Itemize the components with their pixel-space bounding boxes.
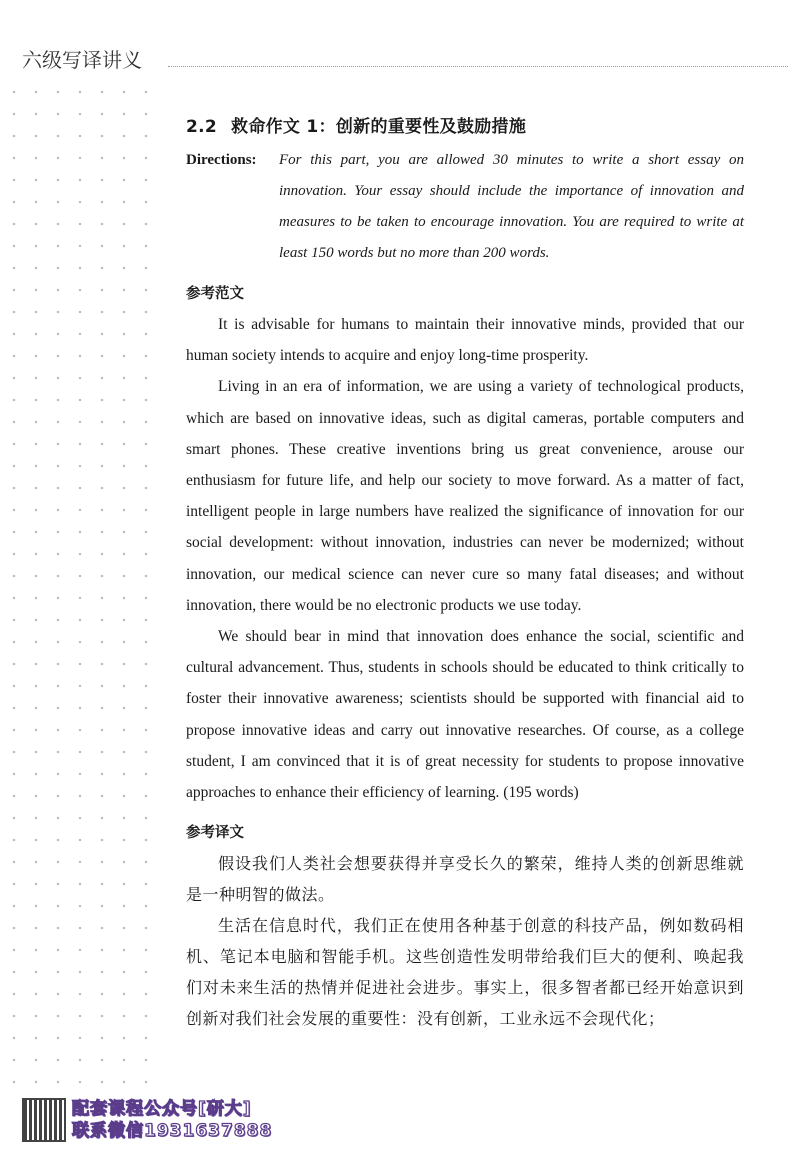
- directions-label: Directions:: [186, 152, 257, 168]
- translation-paragraph-1: 假设我们人类社会想要获得并享受长久的繁荣，维持人类的创新思维就是一种明智的做法。: [186, 854, 744, 905]
- section-number: 2.2: [186, 117, 218, 137]
- directions-block: [186, 145, 744, 269]
- promo-text: [72, 1098, 272, 1142]
- sample-essay-heading: 参考范文: [186, 286, 244, 302]
- running-head: 六级写译讲义: [22, 48, 142, 72]
- header-rule: [168, 66, 788, 67]
- sample-paragraph-3: We should bear in mind that innovation does enhance the social, scientific and cultural advancement. Thus, students in schools should be educated to think critically to foster their innovative awareness; scientists should be supported with financial aid to propose innovative ideas and carry out innovative researches. Of course, as a college student, I am convinced that it is of great necessity for students to propose innovative approaches to enhance their efficiency of learning. (195 words): [186, 628, 744, 802]
- dotted-margin-grid: [0, 78, 165, 1088]
- promo-line-1: 配套课程公众号[研大]: [72, 1099, 252, 1119]
- page-content: [186, 112, 744, 1034]
- translation-paragraph-2: 生活在信息时代，我们正在使用各种基于创意的科技产品，例如数码相机、笔记本电脑和智能手机。这些创造性发明带给我们巨大的便利、唤起我们对未来生活的热情并促进社会进步。事实上，很多智者都已经开始意识到创新对我们社会发展的重要性：没有创新，工业永远不会现代化；: [186, 916, 744, 1029]
- section-title: [186, 112, 744, 137]
- sample-paragraph-1: It is advisable for humans to maintain their innovative minds, provided that our human society intends to acquire and enjoy long-time prosperity.: [186, 316, 744, 365]
- qr-code-icon: [22, 1098, 66, 1142]
- sample-paragraph-2: Living in an era of information, we are using a variety of technological products, which are based on innovative ideas, such as digital cameras, portable computers and smart phones. These creative inventions bring us great convenience, arouse our enthusiasm for future life, and help our society to move forward. As a matter of fact, intelligent people in large numbers have realized the significance of innovation for our social development: without innovation, industries can never be modernized; without innovation, our medical science can never cure so many fatal diseases; and without innovation, there would be no electronic products we use today.: [186, 378, 744, 614]
- directions-text: For this part, you are allowed 30 minutes to write a short essay on innovation. Your essay should include the importance of innovation and measures to be taken to encourage innovation. You are required to write at least 150 words but no more than 200 words.: [279, 152, 744, 261]
- footer-promo: [22, 1098, 272, 1142]
- promo-line-2: 联系微信1931637888: [72, 1121, 273, 1141]
- translation-heading: 参考译文: [186, 825, 244, 842]
- section-title-text: 救命作文 1：创新的重要性及鼓励措施: [231, 117, 527, 137]
